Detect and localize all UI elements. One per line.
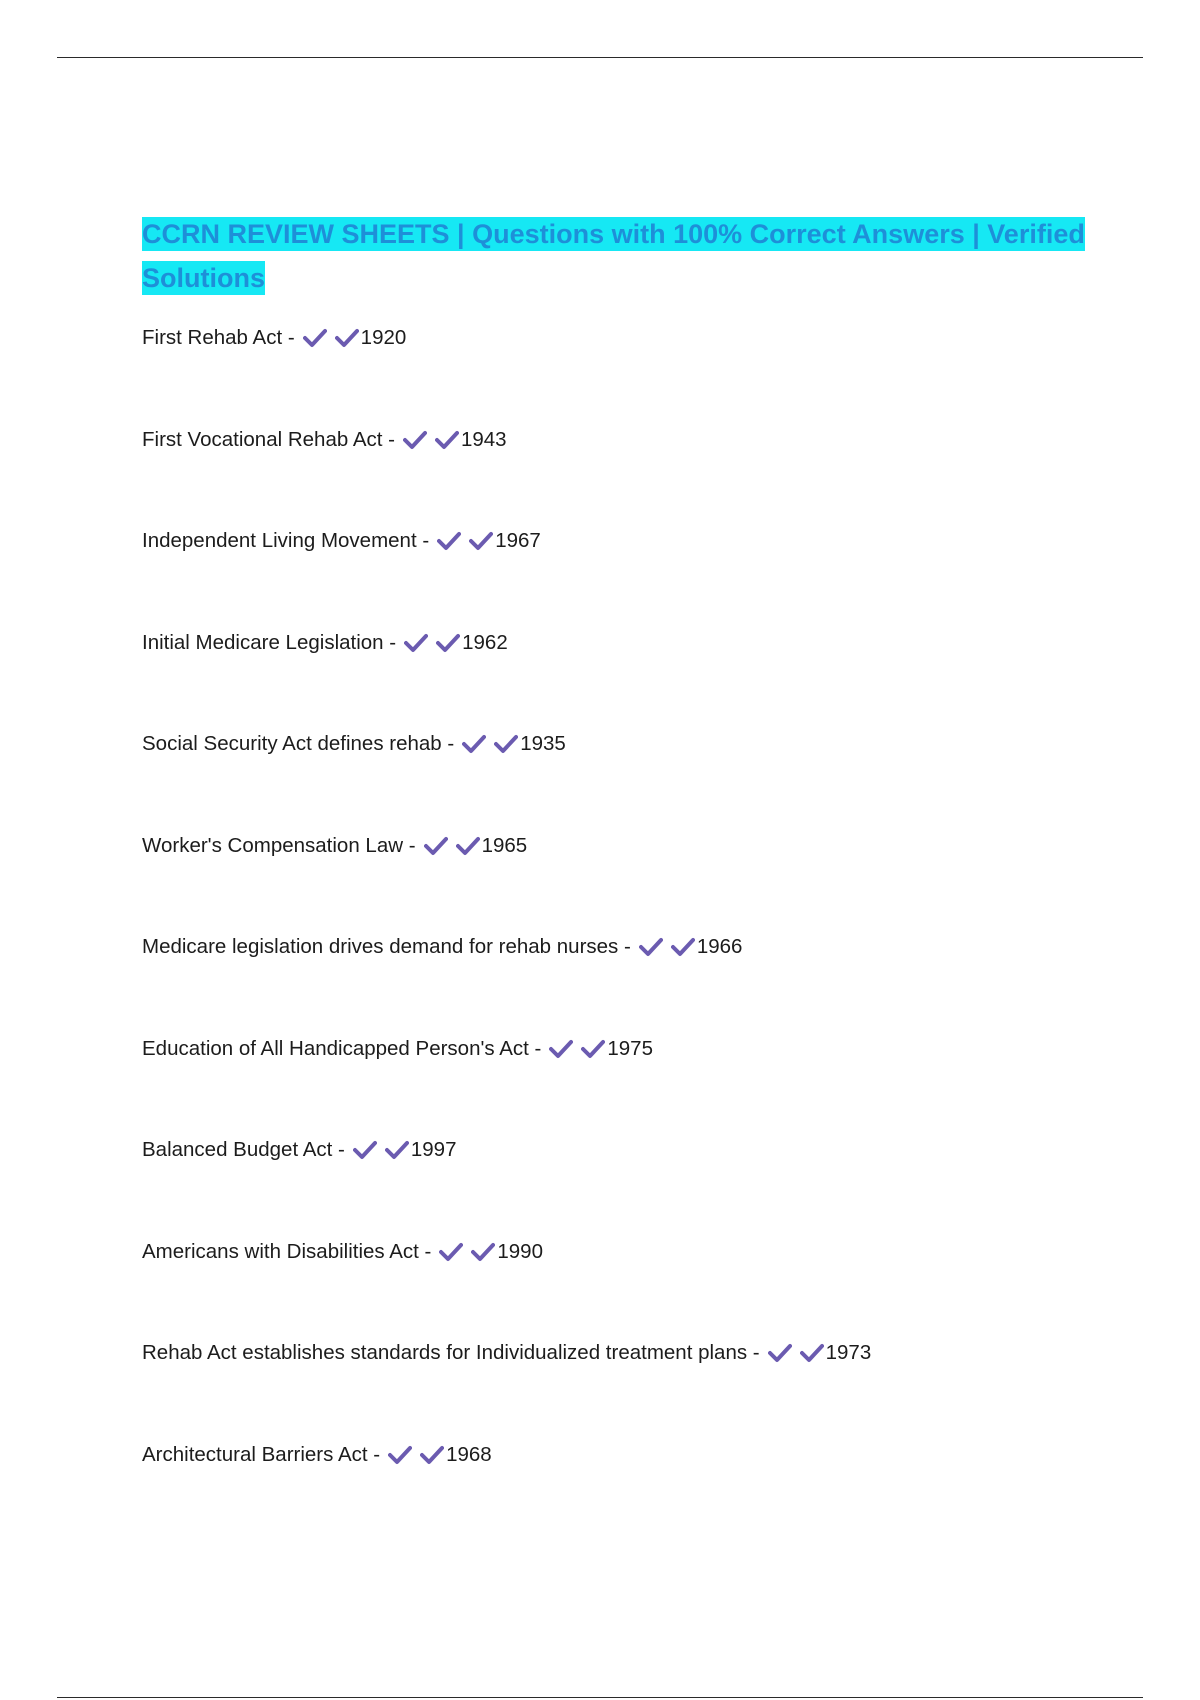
footer-rule (57, 1697, 1143, 1698)
checkmark-icon (335, 328, 359, 348)
answer-text: 1935 (520, 732, 566, 755)
qa-item (142, 1132, 871, 1234)
checkmark-icon (800, 1343, 824, 1363)
question-text: Social Security Act defines rehab - (142, 732, 455, 755)
checkmark-icon (385, 1140, 409, 1160)
checkmark-icon (435, 430, 459, 450)
qa-item (142, 726, 871, 828)
question-text: First Rehab Act - (142, 326, 295, 349)
question-text: Worker's Compensation Law - (142, 833, 416, 857)
document-title-text: CCRN REVIEW SHEETS | Questions with 100% Correct Answers | Verified Solutions (142, 219, 1085, 293)
checkmark-icon (424, 836, 448, 856)
checkmark-icon (404, 633, 428, 653)
answer-text: 1962 (462, 630, 508, 654)
checkmark-icon (388, 1445, 412, 1465)
answer-text: 1968 (446, 1442, 492, 1466)
checkmark-icon (494, 734, 518, 754)
answer-text: 1920 (360, 326, 407, 349)
question-text: Americans with Disabilities Act - (142, 1239, 432, 1263)
qa-item (142, 625, 871, 727)
document-title (142, 212, 1142, 300)
checkmark-icon (303, 328, 327, 348)
qa-item (142, 929, 871, 1031)
checkmark-icon (437, 531, 461, 551)
checkmark-icon (639, 937, 663, 957)
qa-item (142, 320, 871, 422)
answer-text: 1973 (825, 1341, 872, 1364)
checkmark-icon (456, 836, 480, 856)
answer-text: 1966 (696, 935, 743, 958)
checkmark-icon (469, 531, 493, 551)
qa-item (142, 1031, 871, 1133)
qa-item (142, 828, 871, 930)
qa-item (142, 1437, 871, 1539)
question-text: Independent Living Movement - (142, 529, 430, 552)
qa-item (142, 1335, 871, 1437)
checkmark-icon (439, 1242, 463, 1262)
checkmark-icon (436, 633, 460, 653)
question-text: Balanced Budget Act - (142, 1138, 345, 1161)
qa-item (142, 1234, 871, 1336)
checkmark-icon (353, 1140, 377, 1160)
qa-item (142, 422, 871, 524)
checkmark-icon (471, 1242, 495, 1262)
answer-text: 1975 (607, 1036, 653, 1060)
question-text: Rehab Act establishes standards for Individualized treatment plans - (142, 1341, 760, 1364)
checkmark-icon (671, 937, 695, 957)
question-text: Medicare legislation drives demand for rehab nurses - (142, 935, 631, 958)
checkmark-icon (549, 1039, 573, 1059)
qa-list (142, 320, 871, 1538)
answer-text: 1965 (481, 833, 528, 857)
qa-item (142, 523, 871, 625)
answer-text: 1997 (410, 1138, 457, 1161)
answer-text: 1967 (495, 529, 541, 552)
answer-text: 1990 (497, 1239, 543, 1263)
question-text: Architectural Barriers Act - (142, 1442, 381, 1466)
question-text: Education of All Handicapped Person's Act - (142, 1036, 542, 1060)
checkmark-icon (420, 1445, 444, 1465)
checkmark-icon (403, 430, 427, 450)
answer-text: 1943 (460, 427, 507, 451)
checkmark-icon (581, 1039, 605, 1059)
checkmark-icon (462, 734, 486, 754)
question-text: Initial Medicare Legislation - (142, 630, 397, 654)
checkmark-icon (768, 1343, 792, 1363)
header-rule (57, 57, 1143, 58)
question-text: First Vocational Rehab Act - (142, 427, 395, 451)
